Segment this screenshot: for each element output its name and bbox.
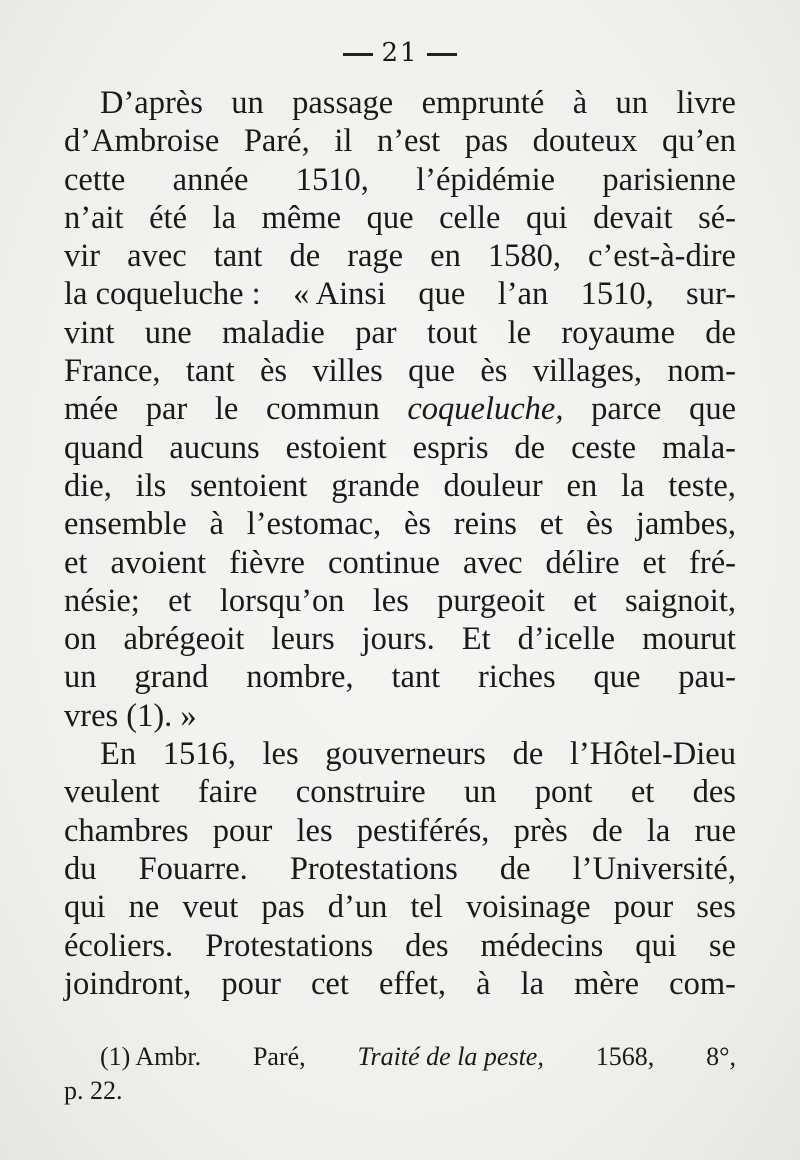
word: devait xyxy=(593,199,673,236)
word: villes xyxy=(312,353,383,390)
word: les xyxy=(262,736,299,773)
word: même xyxy=(261,199,342,236)
word: du xyxy=(64,850,97,887)
word: d’Ambroise xyxy=(64,123,220,160)
word: rue xyxy=(694,812,736,849)
word: reins xyxy=(453,506,517,543)
word: d’un xyxy=(327,889,388,926)
word: pas xyxy=(261,889,305,926)
word: douteux xyxy=(532,123,638,160)
text-line xyxy=(64,582,736,620)
word: et xyxy=(573,582,597,619)
text-line xyxy=(64,237,736,275)
word: la xyxy=(212,199,237,236)
word: l’an xyxy=(497,276,549,313)
text-line xyxy=(64,199,736,237)
word: commun xyxy=(265,391,380,428)
word: la xyxy=(646,812,671,849)
word: la xyxy=(621,467,645,504)
text-line xyxy=(64,812,736,850)
word: saignoit, xyxy=(624,582,736,619)
word: nom- xyxy=(667,353,736,390)
word: vint xyxy=(64,314,115,351)
footnote-word: 1568, xyxy=(595,1042,655,1071)
word: de xyxy=(591,812,623,849)
word: par xyxy=(145,391,188,428)
word: celle xyxy=(439,199,501,236)
word: l’Université, xyxy=(572,850,736,887)
word: abrégeoit xyxy=(123,621,245,658)
text-line xyxy=(64,850,736,888)
word: par xyxy=(355,314,397,351)
word: que xyxy=(408,353,456,390)
word: et xyxy=(539,506,564,543)
word: mée xyxy=(64,391,119,428)
word: près xyxy=(513,812,568,849)
word: 1580, xyxy=(487,238,561,275)
word: gouverneurs xyxy=(325,736,486,773)
word: sentoient xyxy=(190,467,308,504)
word: délire xyxy=(545,544,620,581)
word: c’est-à-dire xyxy=(588,238,736,275)
text-line xyxy=(64,161,736,199)
word: ès xyxy=(585,506,614,543)
word: livre xyxy=(676,85,736,121)
word: faire xyxy=(197,774,258,811)
body-text xyxy=(64,84,736,1003)
word: purgeoit xyxy=(437,582,545,619)
word: sé- xyxy=(698,199,736,236)
word: estoient xyxy=(285,429,387,466)
word: pour xyxy=(613,889,674,926)
text-line xyxy=(64,122,736,160)
word: qui xyxy=(526,199,568,236)
word: Et xyxy=(461,621,491,658)
word: que xyxy=(366,199,414,236)
word: de xyxy=(514,429,546,466)
word: vir xyxy=(64,238,101,275)
text-line xyxy=(64,697,736,735)
word: riches xyxy=(478,659,556,696)
word: villages, xyxy=(532,353,642,390)
word: à xyxy=(476,965,491,1002)
word: on xyxy=(64,621,97,658)
word: des xyxy=(405,927,449,964)
word: et xyxy=(630,774,655,811)
word: avec xyxy=(127,238,187,275)
text-line xyxy=(64,84,736,122)
word: douleur xyxy=(443,467,543,504)
word: un xyxy=(64,659,97,696)
word: un xyxy=(615,85,648,121)
word: ils xyxy=(135,467,167,504)
word: une xyxy=(144,314,192,351)
word: ensemble xyxy=(64,506,187,543)
word: qui xyxy=(635,927,677,964)
folio-dash-right xyxy=(427,53,457,56)
word: l’Hôtel-Dieu xyxy=(569,736,736,773)
word: se xyxy=(708,927,736,964)
word: 1516, xyxy=(162,736,236,773)
word: pont xyxy=(534,774,593,811)
word: et xyxy=(64,544,88,581)
word: avec xyxy=(462,544,523,581)
text-line xyxy=(64,888,736,926)
word: grand xyxy=(134,659,209,696)
word: fièvre xyxy=(229,544,305,581)
text-line xyxy=(64,352,736,390)
word: la xyxy=(520,965,545,1002)
word: pau- xyxy=(678,659,736,696)
word: la coqueluche : xyxy=(64,276,261,313)
word: à xyxy=(209,506,224,543)
word: com- xyxy=(669,965,736,1002)
word: médecins xyxy=(480,927,604,964)
word: coqueluche, xyxy=(407,391,564,428)
word: année xyxy=(172,161,249,198)
footnote-word: p. 22. xyxy=(64,1076,123,1105)
word: leurs xyxy=(271,621,335,658)
word: les xyxy=(372,582,409,619)
word: cet xyxy=(311,965,349,1002)
word: Paré, xyxy=(243,123,310,160)
word: les xyxy=(296,812,333,849)
word: ès xyxy=(259,353,288,390)
word: 1510, xyxy=(580,276,654,313)
word: des xyxy=(692,774,736,811)
word: un xyxy=(464,774,497,811)
word: l’estomac, xyxy=(246,506,382,543)
word: chambres xyxy=(64,812,189,849)
word: tant xyxy=(185,353,235,390)
word: ceste xyxy=(571,429,637,466)
word: Protestations xyxy=(289,850,458,887)
word: que xyxy=(689,391,736,428)
word: fré- xyxy=(689,544,736,581)
word: écoliers. xyxy=(64,927,174,964)
footnote-title: Traité de la peste, xyxy=(357,1042,544,1071)
page-number xyxy=(0,38,800,68)
word: que xyxy=(418,276,466,313)
word: tant xyxy=(213,238,263,275)
word: n’est xyxy=(376,123,441,160)
word: de xyxy=(289,238,321,275)
text-line xyxy=(64,965,736,1003)
footnote-line xyxy=(64,1040,736,1074)
footnote-word: Paré, xyxy=(252,1042,306,1071)
word: pour xyxy=(212,812,273,849)
word: cette xyxy=(64,161,126,198)
word: teste, xyxy=(668,467,736,504)
word: pas xyxy=(464,123,509,160)
word: construire xyxy=(295,774,426,811)
word: die, xyxy=(64,467,112,504)
text-line xyxy=(64,927,736,965)
word: de xyxy=(499,850,531,887)
word: maladie xyxy=(221,314,325,351)
word: le xyxy=(507,314,532,351)
text-line xyxy=(64,429,736,467)
footnote-word: (1) Ambr. xyxy=(100,1042,202,1071)
word: en xyxy=(430,238,461,275)
word: ne xyxy=(128,889,160,926)
text-line xyxy=(64,544,736,582)
word: emprunté xyxy=(421,85,545,121)
word: aucuns xyxy=(169,429,260,466)
word: et xyxy=(642,544,667,581)
text-line xyxy=(64,505,736,543)
word: mourut xyxy=(642,621,736,658)
word: avoient xyxy=(110,544,207,581)
word: parisienne xyxy=(602,161,736,198)
text-line xyxy=(64,773,736,811)
text-line xyxy=(64,658,736,696)
word: mala- xyxy=(661,429,736,466)
word: nésie; xyxy=(64,582,140,619)
word: de xyxy=(705,314,736,351)
word: qui xyxy=(64,889,106,926)
text-line xyxy=(64,735,736,773)
text-line xyxy=(64,390,736,428)
word: pestiférés, xyxy=(356,812,490,849)
word: l’épidémie xyxy=(416,161,556,198)
word: ès xyxy=(403,506,432,543)
text-line xyxy=(64,467,736,505)
word: tel xyxy=(410,889,443,926)
word: veut xyxy=(182,889,239,926)
word: il xyxy=(334,123,353,160)
word: à xyxy=(572,85,588,121)
word: France, xyxy=(64,353,161,390)
text-line xyxy=(64,275,736,313)
word: passage xyxy=(292,85,394,121)
word: effet, xyxy=(378,965,447,1002)
word: en xyxy=(566,467,598,504)
word: Protestations xyxy=(205,927,374,964)
word: mère xyxy=(574,965,640,1002)
word: pour xyxy=(221,965,281,1002)
word: et xyxy=(168,582,192,619)
word: Fouarre. xyxy=(138,850,248,887)
word: « Ainsi xyxy=(293,276,387,313)
word: jambes, xyxy=(635,506,736,543)
word: vres (1). » xyxy=(64,697,197,734)
word: le xyxy=(214,391,239,428)
word: veulent xyxy=(64,774,160,811)
word: sur- xyxy=(686,276,736,313)
word: jours. xyxy=(361,621,435,658)
word: continue xyxy=(328,544,440,581)
word: royaume xyxy=(561,314,676,351)
word: grande xyxy=(331,467,420,504)
text-line xyxy=(64,620,736,658)
page-number-text: 21 xyxy=(381,38,419,68)
word: quand xyxy=(64,429,144,466)
word: qu’en xyxy=(661,123,736,160)
footnote-word: 8°, xyxy=(706,1042,736,1071)
word: un xyxy=(231,85,264,121)
word: que xyxy=(593,659,641,696)
word: n’ait xyxy=(64,199,124,236)
word: ses xyxy=(696,889,736,926)
word: parce xyxy=(591,391,662,428)
word: ès xyxy=(480,353,508,390)
word: de xyxy=(512,736,544,773)
word: rage xyxy=(347,238,404,275)
word: En xyxy=(100,736,137,773)
word: d’icelle xyxy=(517,621,616,658)
word: nombre, xyxy=(246,659,354,696)
word: été xyxy=(149,199,188,236)
word: espris xyxy=(412,429,489,466)
word: tant xyxy=(391,659,441,696)
word: 1510, xyxy=(295,161,369,198)
folio-dash-left xyxy=(343,53,373,56)
word: tout xyxy=(426,314,478,351)
text-line xyxy=(64,314,736,352)
footnote-line xyxy=(64,1074,736,1108)
footnote xyxy=(64,1040,736,1108)
word: voisinage xyxy=(465,889,591,926)
word: D’après xyxy=(100,85,203,121)
word: lorsqu’on xyxy=(219,582,345,619)
word: joindront, xyxy=(64,965,192,1002)
